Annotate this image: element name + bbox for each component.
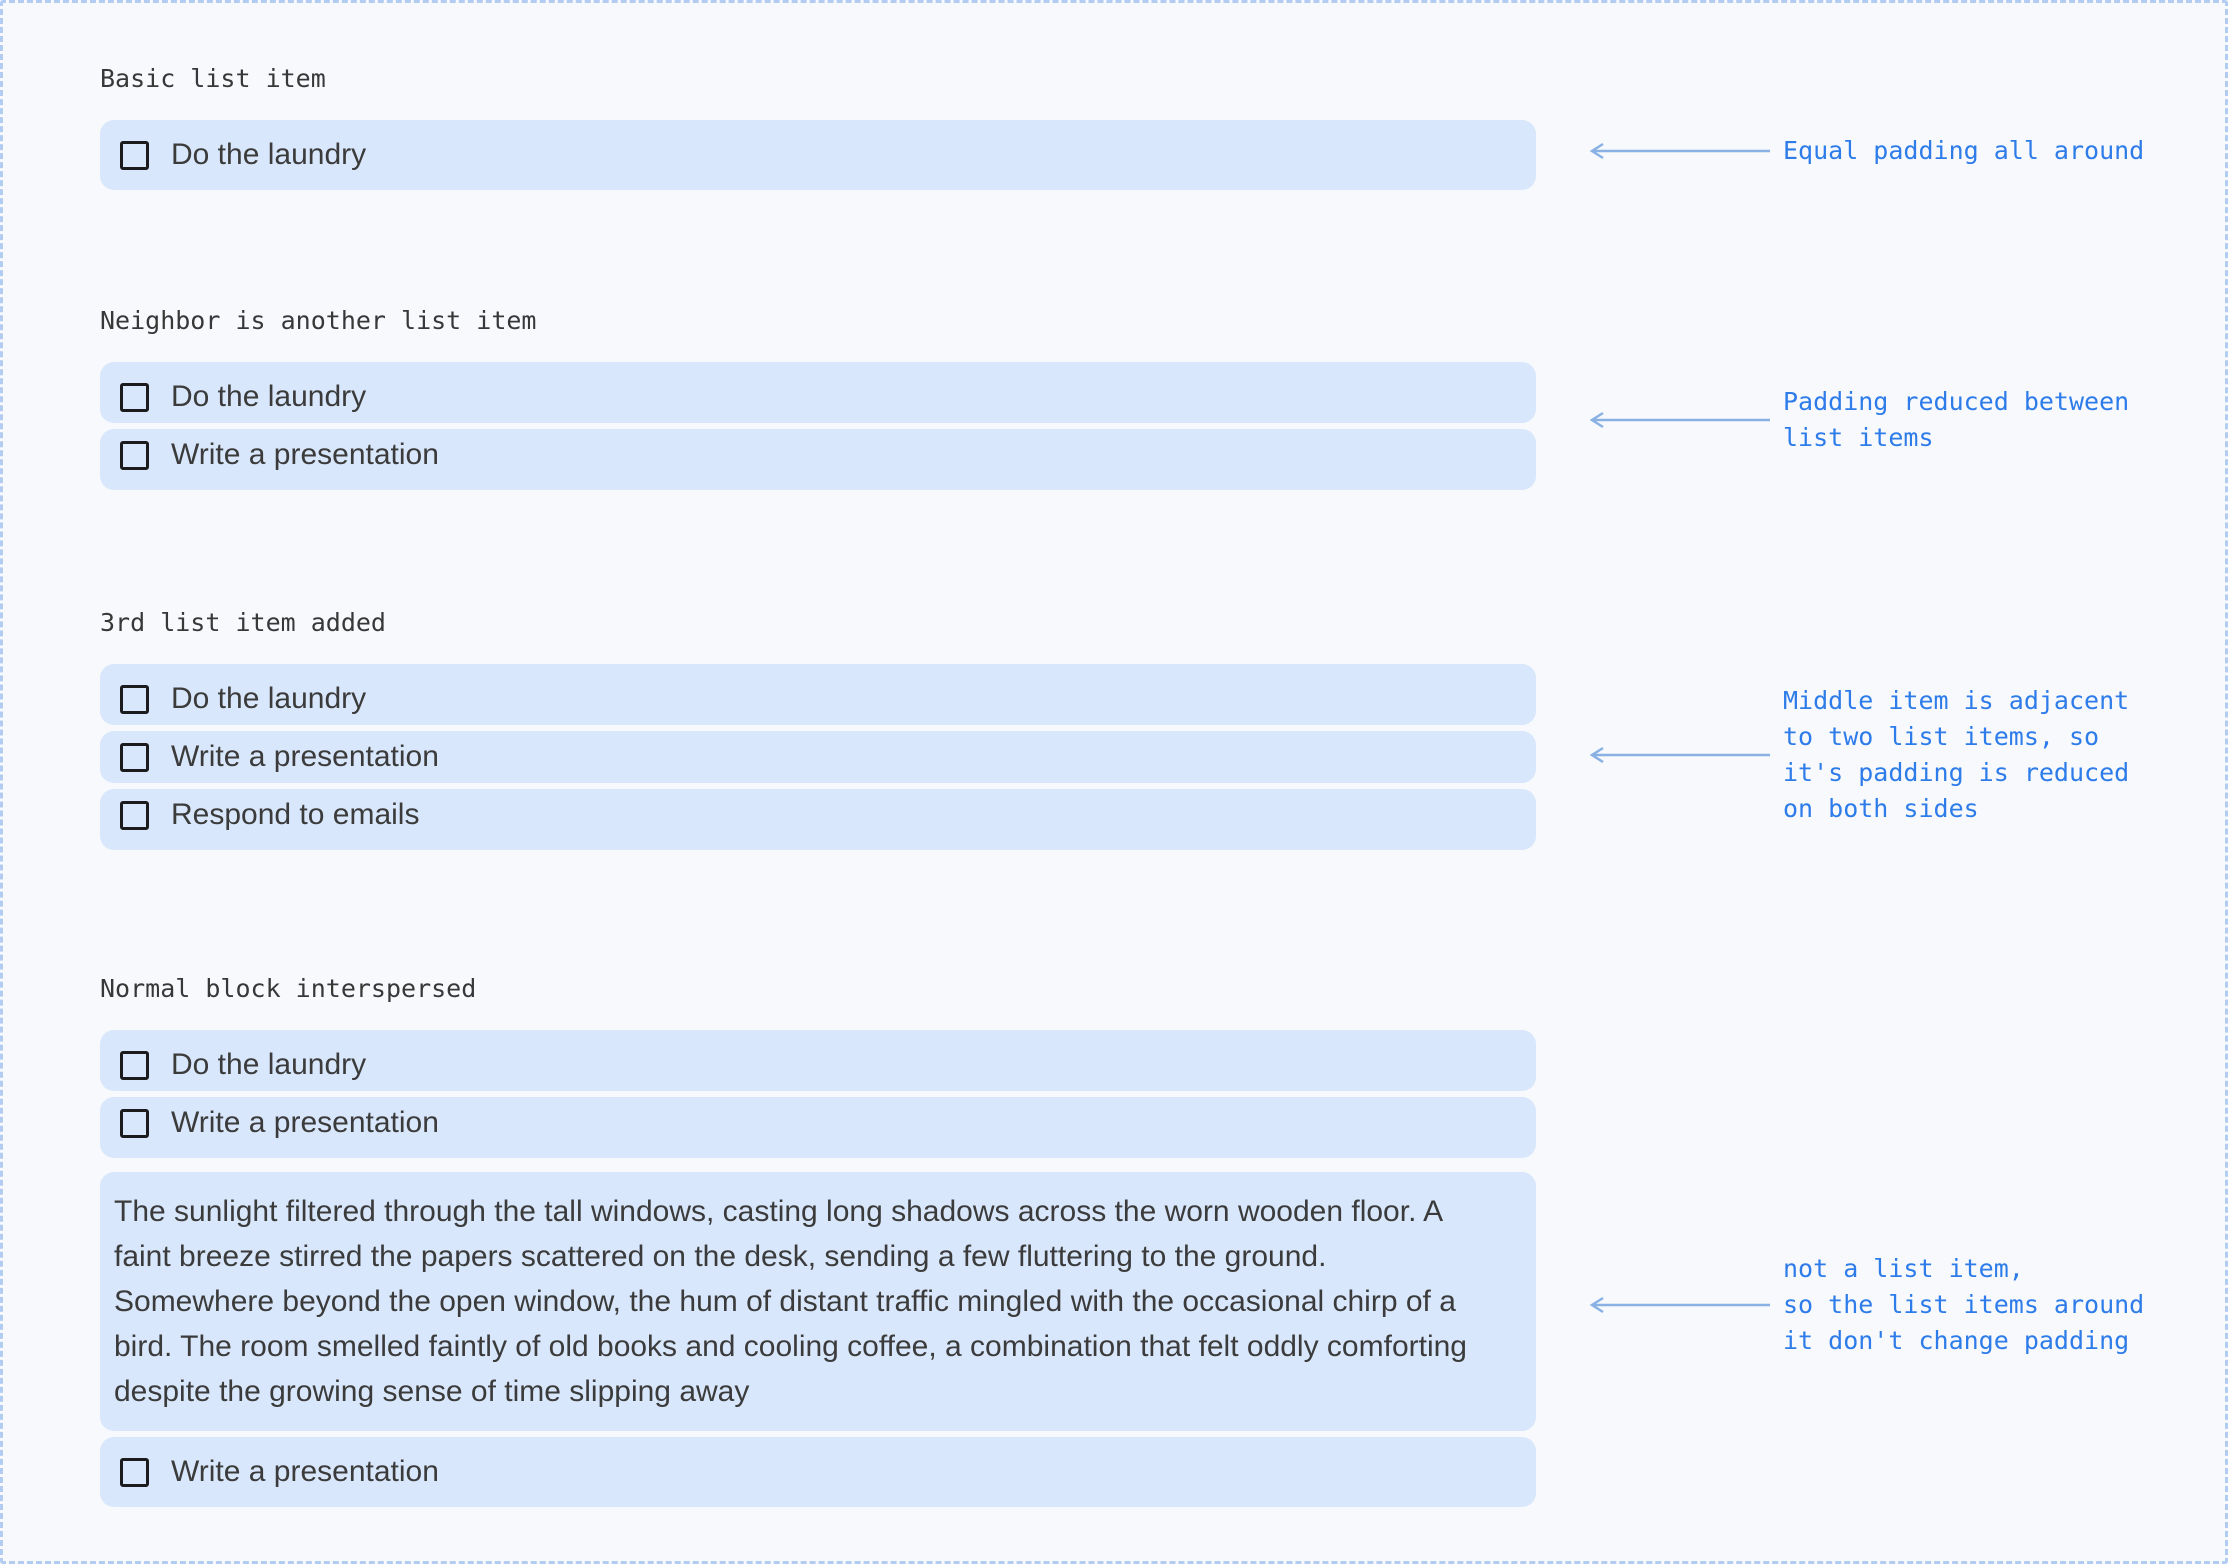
left-arrow-icon [1586, 1294, 1770, 1316]
section-label: Basic list item [100, 64, 326, 93]
todo-item[interactable] [100, 1097, 1536, 1158]
todo-item[interactable] [100, 1030, 1536, 1091]
todo-list [100, 1030, 1536, 1507]
checkbox-icon[interactable] [120, 1109, 149, 1138]
todo-item-label: Write a presentation [171, 740, 439, 773]
annotation-text: Middle item is adjacent to two list items, so it's padding is reduced on both sides [1783, 686, 2130, 823]
todo-item-label: Do the laundry [171, 380, 367, 413]
todo-item[interactable] [100, 789, 1536, 850]
todo-item-label: Do the laundry [171, 1048, 367, 1081]
todo-list [100, 664, 1536, 850]
section-neighbor-list-item [100, 306, 1536, 490]
left-arrow-icon [1586, 744, 1770, 766]
todo-item[interactable] [100, 664, 1536, 725]
annotation-middle-item [1586, 683, 2129, 827]
checkbox-icon[interactable] [120, 801, 149, 830]
todo-item[interactable] [100, 731, 1536, 783]
section-normal-block-interspersed [100, 974, 1536, 1507]
todo-item-label: Write a presentation [171, 1106, 439, 1139]
todo-item[interactable] [100, 1437, 1536, 1507]
checkbox-icon[interactable] [120, 1458, 149, 1487]
checkbox-icon[interactable] [120, 1051, 149, 1080]
left-arrow-icon [1586, 409, 1770, 431]
annotation-text: Padding reduced between list items [1783, 387, 2130, 452]
checkbox-icon[interactable] [120, 141, 149, 170]
todo-item-label: Respond to emails [171, 798, 420, 831]
checkbox-icon[interactable] [120, 685, 149, 714]
section-label: Normal block interspersed [100, 974, 477, 1003]
checkbox-icon[interactable] [120, 383, 149, 412]
todo-item[interactable] [100, 362, 1536, 423]
section-third-list-item [100, 608, 1536, 850]
todo-item-label: Do the laundry [171, 138, 367, 171]
todo-item-label: Do the laundry [171, 682, 367, 715]
annotation-not-a-list-item [1586, 1251, 2144, 1359]
todo-item[interactable] [100, 429, 1536, 490]
paragraph-block: The sunlight filtered through the tall windows, casting long shadows across the worn wooden floor. A faint breeze stirred the papers scattered on the desk, sending a few fluttering to the ground. Somewhere beyond the open window, the hum of distant traffic mingled with the occasional chirp of a bird. The room smelled faintly of old books and cooling coffee, a combination that felt oddly comforting despite the growing sense of time slipping away [100, 1172, 1536, 1431]
section-basic-list-item [100, 64, 1536, 190]
left-arrow-icon [1586, 140, 1770, 162]
annotation-text: not a list item, so the list items around it don't change padding [1783, 1254, 2145, 1355]
todo-item-label: Write a presentation [171, 1455, 439, 1488]
todo-item[interactable] [100, 120, 1536, 190]
annotation-equal-padding [1586, 133, 2144, 169]
section-label: 3rd list item added [100, 608, 386, 637]
checkbox-icon[interactable] [120, 441, 149, 470]
annotation-padding-reduced [1586, 384, 2129, 456]
annotation-text: Equal padding all around [1783, 136, 2145, 165]
todo-item-label: Write a presentation [171, 438, 439, 471]
todo-list [100, 362, 1536, 490]
todo-list [100, 120, 1536, 190]
checkbox-icon[interactable] [120, 743, 149, 772]
section-label: Neighbor is another list item [100, 306, 537, 335]
